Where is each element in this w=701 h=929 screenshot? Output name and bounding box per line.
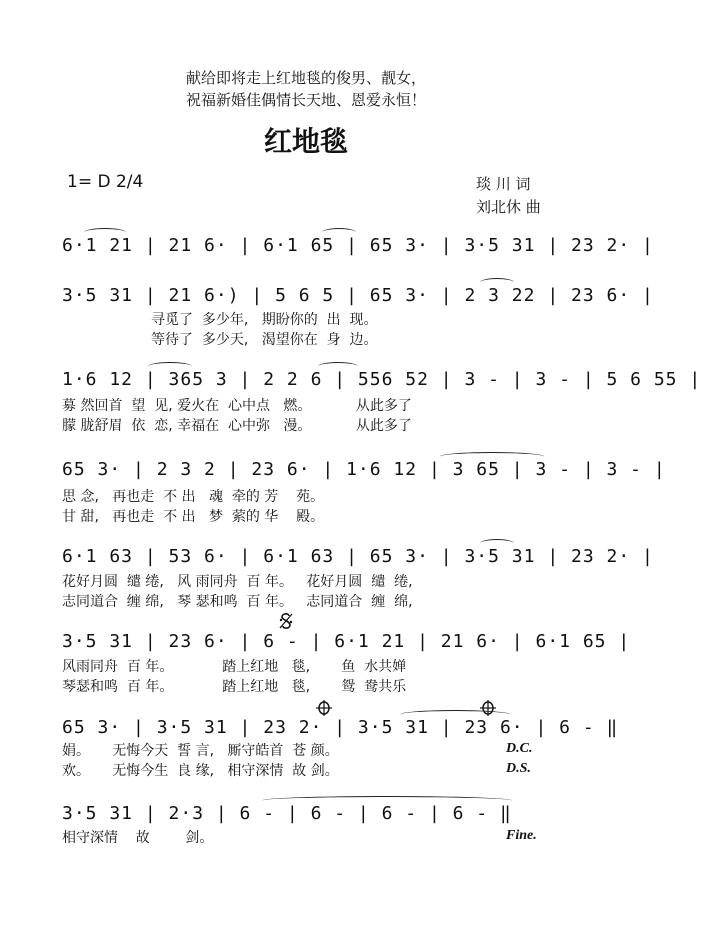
slur xyxy=(400,710,510,719)
notation-line: 3·5 31 | 23 6· | 6 - | 6·1 21 | 21 6· | 6·1 65 | xyxy=(62,631,631,652)
dc-marking: D.C. xyxy=(506,741,533,756)
lyric-verse-2: 朦 胧舒眉 依 恋, 幸福在 心中弥 漫。 从此多了 xyxy=(62,418,412,434)
lyric-verse-2: 甘 甜, 再也走 不 出 梦 萦的 华 殿。 xyxy=(62,509,325,525)
score-system-1 xyxy=(62,234,654,258)
notation-line: 65 3· | 2 3 2 | 23 6· | 1·6 12 | 3 65 | 3 - | 3 - | xyxy=(62,459,666,480)
notation-line: 3·5 31 | 2·3 | 6 - | 6 - | 6 - | 6 - ‖ xyxy=(62,803,512,824)
score-system-3 xyxy=(62,368,701,392)
lyricist-credit: 琰 川 词 xyxy=(476,175,531,193)
score-system-2 xyxy=(62,284,654,308)
notation-line: 1·6 12 | 365 3 | 2 2 6 | 556 52 | 3 - | 3 - | 5 6 55 | xyxy=(62,369,701,390)
tie xyxy=(440,452,544,461)
slur xyxy=(148,362,192,371)
ds-marking: D.S. xyxy=(506,761,531,776)
slur xyxy=(84,228,126,237)
lyric-verse-1: 花好月圆 缱 绻, 风 雨同舟 百 年。 花好月圆 缱 绻, xyxy=(62,574,413,590)
score-system-8 xyxy=(62,802,552,826)
slur xyxy=(322,228,356,237)
notation-line: 6·1 63 | 53 6· | 6·1 63 | 65 3· | 3·5 31 | 23 2· | xyxy=(62,546,654,567)
key-signature: 1= D 2/4 xyxy=(67,172,144,192)
lyric-verse-1: 相守深情 故 剑。 xyxy=(62,830,214,846)
score-system-5 xyxy=(62,545,654,569)
notation-line: 3·5 31 | 21 6·) | 5 6 5 | 65 3· | 2 3 22 | 23 6· | xyxy=(62,285,654,306)
coda-icon xyxy=(316,700,332,716)
slur xyxy=(318,362,358,371)
score-system-7 xyxy=(62,716,619,740)
score-system-6 xyxy=(62,630,631,654)
fine-marking: Fine. xyxy=(506,828,537,843)
song-title: 红地毯 xyxy=(263,125,348,158)
lyric-verse-1: 娟。 无悔今天 誓 言, 厮守皓首 苍 颜。 xyxy=(62,743,339,759)
composer-credit: 刘北休 曲 xyxy=(476,198,541,216)
lyric-verse-2: 琴瑟和鸣 百 年。 踏上红地 毯, 鸳 鸯共乐 xyxy=(62,679,407,695)
lyric-verse-2: 欢。 无悔今生 良 缘, 相守深情 故 剑。 xyxy=(62,763,339,779)
lyric-verse-2: 志同道合 缠 绵, 琴 瑟和鸣 百 年。 志同道合 缠 绵, xyxy=(62,594,413,610)
score-system-4 xyxy=(62,458,666,482)
segno-icon xyxy=(278,612,294,630)
tie-slur xyxy=(262,796,512,805)
lyric-verse-1: 寻觅了 多少年, 期盼你的 出 现。 xyxy=(62,312,378,328)
lyric-verse-1: 思 念, 再也走 不 出 魂 牵的 芳 苑。 xyxy=(62,489,325,505)
lyric-verse-1: 风雨同舟 百 年。 踏上红地 毯, 鱼 水共婵 xyxy=(62,659,407,675)
notation-line: 6·1 21 | 21 6· | 6·1 65 | 65 3· | 3·5 31 | 23 2· | xyxy=(62,235,654,256)
dedication-line-1: 献给即将走上红地毯的俊男、靓女， xyxy=(185,69,426,87)
dedication-line-2: 祝福新婚佳偶情长天地、恩爱永恒！ xyxy=(185,91,426,109)
notation-line: 65 3· | 3·5 31 | 23 2· | 3·5 31 | 23 6· | 6 - ‖ xyxy=(62,717,619,738)
slur xyxy=(480,278,514,287)
lyric-verse-1: 募 然回首 望 见, 爱火在 心中点 燃。 从此多了 xyxy=(62,398,412,414)
lyric-verse-2: 等待了 多少天, 渴望你在 身 边。 xyxy=(62,332,378,348)
slur xyxy=(480,539,514,548)
